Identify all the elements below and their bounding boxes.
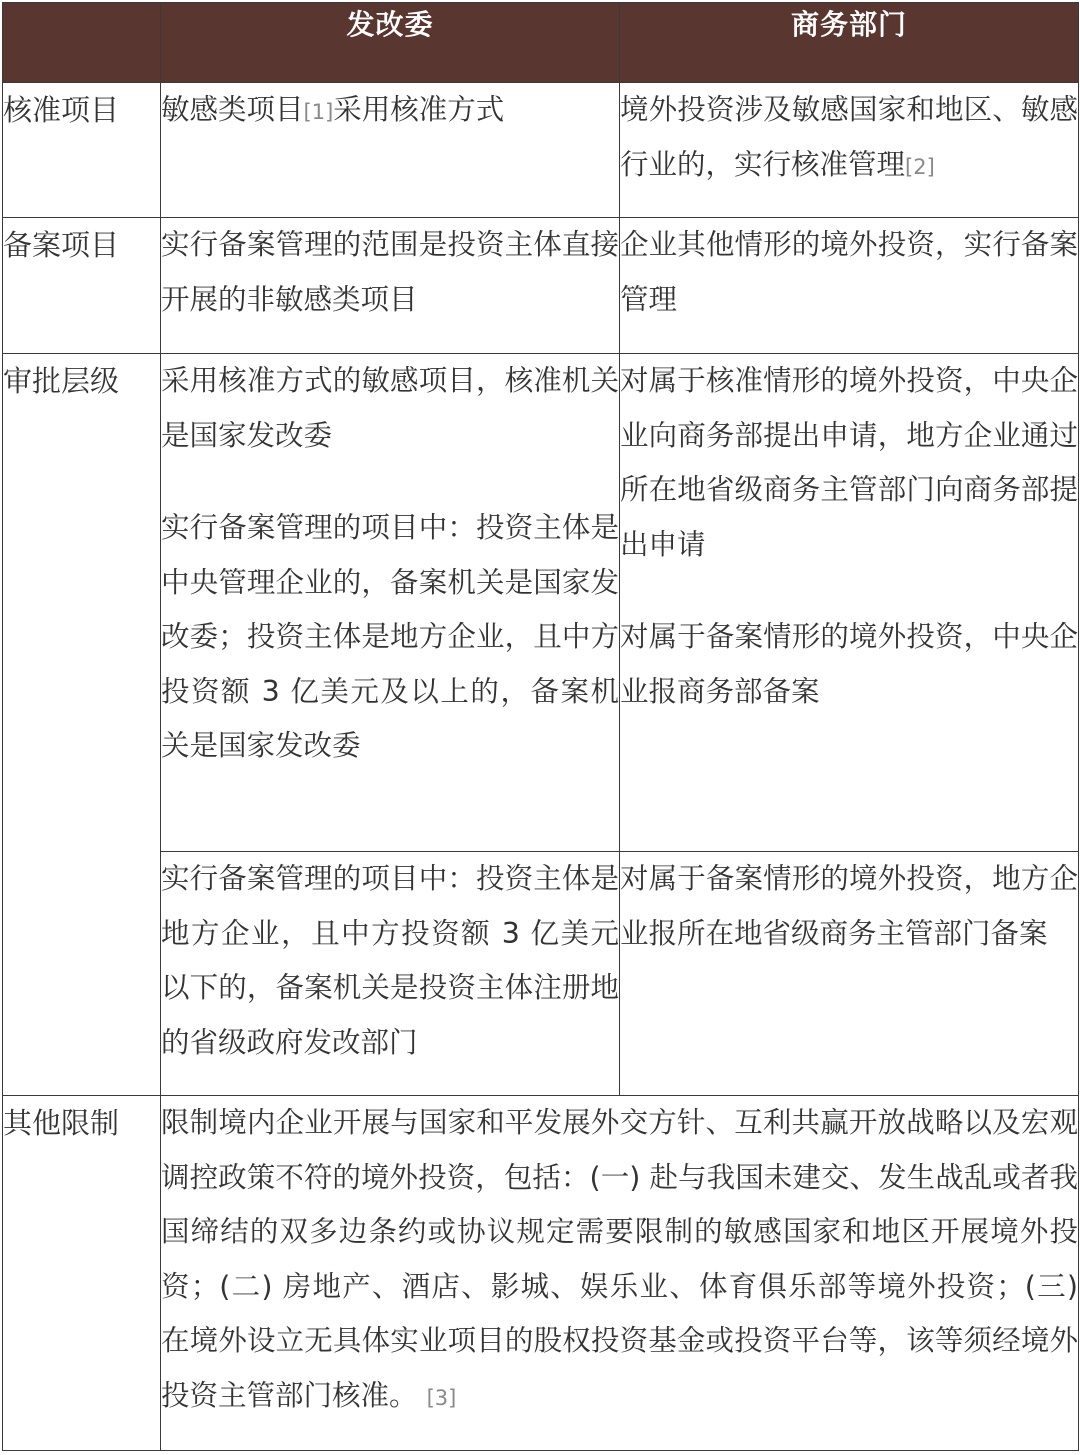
- cell-level-ndrc: [161, 354, 620, 852]
- row-label-filing: 备案项目: [3, 218, 161, 354]
- cell-paragraph: 对属于核准情形的境外投资，中央企业向商务部提出申请，地方企业通过所在地省级商务主管部门向商务部提出申请: [620, 364, 1078, 561]
- cell-text: 限制境内企业开展与国家和平发展外交方针、互利共赢开放战略以及宏观调控政策不符的境外投资，包括：(一) 赴与我国未建交、发生战乱或者我国缔结的双多边条约或协议规定需要限制的敏感国家和地区开展境外投资；(二) 房地产、酒店、影城、娱乐业、体育俱乐部等境外投资；(三) 在境外设立无具体实业项目的股权投资基金或投资平台等，该等须经境外投资主管部门核准。: [161, 1106, 1078, 1412]
- cell-level-local-ndrc: 实行备案管理的项目中：投资主体是地方企业，且中方投资额 3 亿美元以下的，备案机关是投资主体注册地的省级政府发改部门: [161, 852, 620, 1096]
- row-label-other: 其他限制: [3, 1096, 161, 1451]
- row-label-approval: 核准项目: [3, 83, 161, 218]
- cell-level-local-mofcom: 对属于备案情形的境外投资，地方企业报所在地省级商务主管部门备案: [620, 852, 1079, 1096]
- cell-approval-ndrc: [161, 83, 620, 218]
- header-mofcom: 商务部门: [620, 3, 1079, 83]
- cell-text: 采用核准方式: [333, 93, 505, 126]
- row-filing: [3, 218, 1079, 354]
- header-corner: [3, 3, 161, 83]
- header-ndrc: 发改委: [161, 3, 620, 83]
- cell-level-mofcom: [620, 354, 1079, 852]
- header-row: [3, 3, 1079, 83]
- footnote-ref-2[interactable]: [2]: [905, 154, 935, 179]
- footnote-ref-3[interactable]: [3]: [426, 1385, 457, 1410]
- cell-text: 敏感类项目: [161, 93, 304, 126]
- row-label-level: 审批层级: [3, 354, 161, 1096]
- cell-paragraph: 对属于备案情形的境外投资，中央企业报商务部备案: [620, 620, 1078, 708]
- cell-filing-ndrc: 实行备案管理的范围是投资主体直接开展的非敏感类项目: [161, 218, 620, 354]
- row-approval: [3, 83, 1079, 218]
- cell-paragraph: 采用核准方式的敏感项目，核准机关是国家发改委: [161, 364, 619, 452]
- cell-approval-mofcom: [620, 83, 1079, 218]
- comparison-table: [2, 2, 1079, 1451]
- row-level: [3, 354, 1079, 852]
- cell-text: 境外投资涉及敏感国家和地区、敏感行业的，实行核准管理: [620, 93, 1078, 181]
- cell-other: [161, 1096, 1079, 1451]
- row-other: [3, 1096, 1079, 1451]
- row-level-local: [3, 852, 1079, 1096]
- cell-filing-mofcom: 企业其他情形的境外投资，实行备案管理: [620, 218, 1079, 354]
- footnote-ref-1[interactable]: [1]: [303, 100, 334, 124]
- cell-paragraph: 实行备案管理的项目中：投资主体是中央管理企业的，备案机关是国家发改委；投资主体是地方企业，且中方投资额 3 亿美元及以上的，备案机关是国家发改委: [161, 511, 619, 762]
